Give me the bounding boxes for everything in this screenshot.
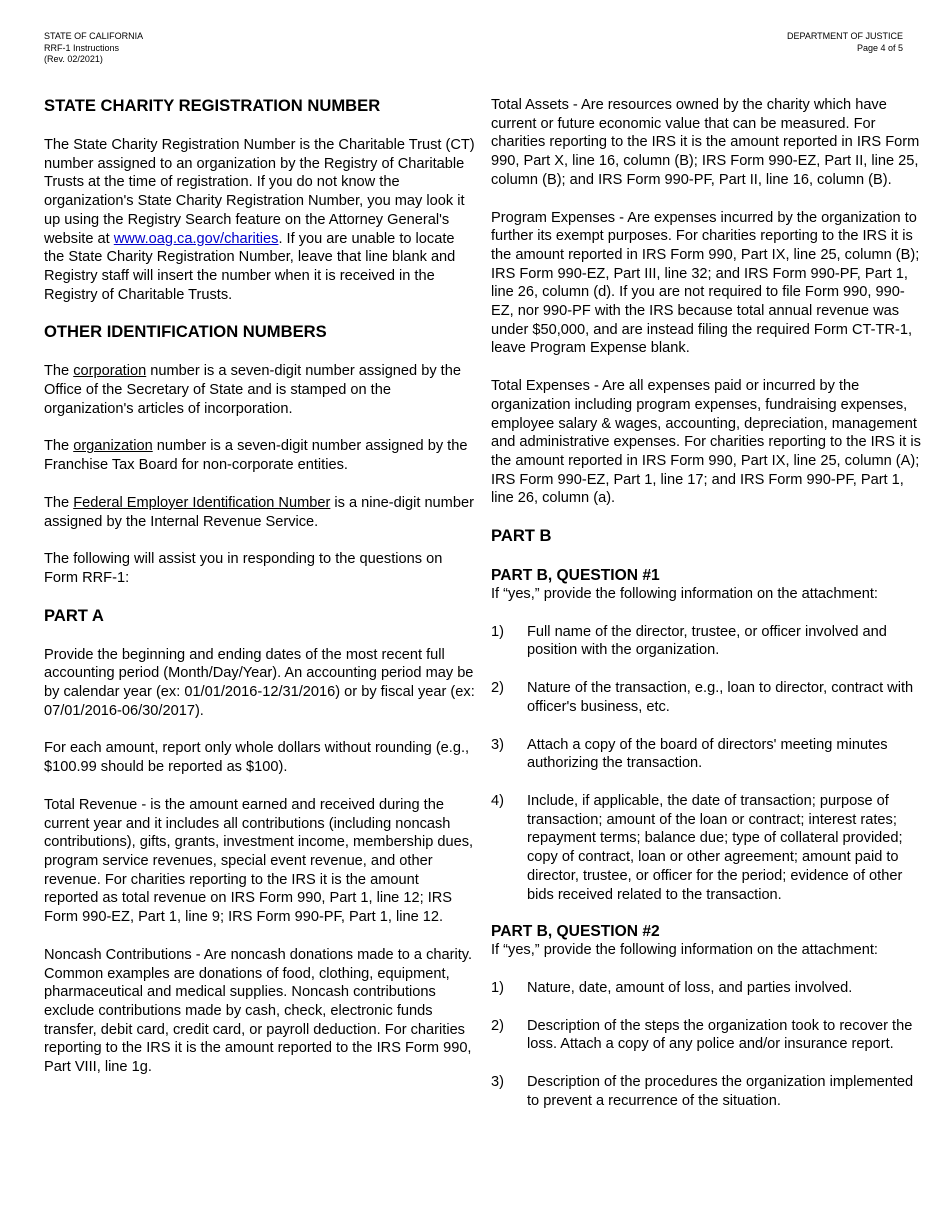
paragraph-total-assets: Total Assets - Are resources owned by the charity which have current or future economic value that can be measured. For charities reporting to the IRS it is the amount reported in IRS Form 990, Part X, line 16, column (B); IRS Form 990-EZ, Part II, line 25, column (B); and IRS Form 990-PF, Part II, line 16, column (B). <box>491 97 920 188</box>
page-header-right <box>787 31 903 54</box>
list-item: 2) Description of the steps the organization took to recover the loss. Attach a copy of any police and/or insurance report. <box>491 1017 913 1053</box>
section-title-part-b: PART B <box>491 526 552 546</box>
paragraph-total-revenue: Total Revenue - is the amount earned and received during the current year and it includes all contributions (including noncash contributions), gifts, grants, investment income, membership dues, program service revenues, special event revenue, and other revenue. For charities reporting to the IRS it is the amount reported as total revenue on IRS Form 990, Part 1, line 12; IRS Form 990-EZ, Part 1, line 9; IRS Form 990-PF, Part 1, line 12. <box>44 796 474 926</box>
oag-charities-link[interactable]: www.oag.ca.gov/charities <box>113 230 279 247</box>
left-column <box>44 96 476 1077</box>
header-revision: (Rev. 02/2021) <box>44 54 103 64</box>
section-title-part-b-q1: PART B, QUESTION #1 <box>491 567 660 585</box>
paragraph-accounting-period: Provide the beginning and ending dates of the most recent full accounting period (Month/Day/Year). An accounting period may be by calendar year (ex: 01/01/2016-12/31/2016) or by fiscal year (ex: 07/01/2016-06/30/2017). <box>44 646 475 719</box>
q1-intro: If “yes,” provide the following information on the attachment: <box>491 586 878 603</box>
header-agency: STATE OF CALIFORNIA <box>44 31 144 41</box>
list-item: 1) Full name of the director, trustee, or officer involved and position with the organization. <box>491 623 887 659</box>
q2-intro: If “yes,” provide the following information on the attachment: <box>491 942 878 959</box>
paragraph-program-expenses: Program Expenses - Are expenses incurred by the organization to further its exempt purposes. For charities reporting to the IRS it is the amount reported in IRS Form 990, Part IX, line 25, column (B); IRS Form 990-EZ, Part III, line 32; and IRS Form 990-PF, Part 1, line 26, column (d). If you are not required to file Form 990, 990-EZ, nor 990-PF with the IRS because total annual revenue was under $50,000, and are instead filing the required Form CT-TR-1, leave Program Expense blank. <box>491 209 920 357</box>
section-title-part-a: PART A <box>44 605 104 625</box>
right-column <box>491 96 923 1110</box>
list-item: 3) Attach a copy of the board of directors' meeting minutes authorizing the transaction. <box>491 736 888 772</box>
section-title-charity-registration: STATE CHARITY REGISTRATION NUMBER <box>44 96 381 115</box>
header-department: DEPARTMENT OF JUSTICE <box>786 31 903 41</box>
list-item: 1) Nature, date, amount of loss, and parties involved. <box>491 979 853 996</box>
paragraph-corporation-number: The corporation number is a seven-digit number assigned by the Office of the Secretary of State and is stamped on the organization's articles of incorporation. <box>44 363 461 417</box>
section-title-part-b-q2: PART B, QUESTION #2 <box>491 923 660 941</box>
paragraph-registration-number: The State Charity Registration Number is the Charitable Trust (CT) number assigned to an organization by the Registry of Charitable Trusts at the time of registration. If you do not know the organization's State Charity Registration Number, you may look it up using the Registry Search feature on the Attorney General's website at www.oag.ca.gov/charities. If you are unable to locate the State Charity Registration Number, leave that line blank and Registry staff will insert the number when it is received in the Registry of Charitable Trusts. <box>44 137 475 303</box>
section-title-other-ids: OTHER IDENTIFICATION NUMBERS <box>44 322 327 342</box>
paragraph-following-assist: The following will assist you in responding to the questions on Form RRF-1: <box>44 551 443 586</box>
paragraph-organization-number: The organization number is a seven-digit number assigned by the Franchise Tax Board for non-corporate entities. <box>44 438 468 474</box>
header-form-name: RRF-1 Instructions <box>44 42 120 53</box>
page-header-left <box>44 31 143 66</box>
list-item: 3) Description of the procedures the organization implemented to prevent a recurrence of the situation. <box>491 1074 914 1109</box>
list-item: 2) Nature of the transaction, e.g., loan to director, contract with officer's business, etc. <box>491 680 914 715</box>
paragraph-noncash-contributions: Noncash Contributions - Are noncash donations made to a charity. Common examples are donations of food, clothing, equipment, pharmaceutical and medical supplies. Noncash contributions exclude contributions made by cash, check, electronic funds transfer, debit card, credit card, or payroll deduction. For charities reporting to the IRS it is the amount reported to the IRS Form 990, Part VIII, line 1g. <box>44 946 473 1076</box>
header-page-number: Page 4 of 5 <box>856 42 903 53</box>
paragraph-whole-dollars: For each amount, report only whole dollars without rounding (e.g., $100.99 should be reported as $100). <box>44 740 470 776</box>
paragraph-total-expenses: Total Expenses - Are all expenses paid or incurred by the organization including program expenses, fundraising expenses, employee salary & wages, accounting, depreciation, management and administrative expenses. For charities reporting to the IRS it is the amount reported in IRS Form 990, Part IX, line 25, column (A); IRS Form 990-EZ, Part 1, line 17; and IRS Form 990-PF, Part 1, line 26, column (a). <box>491 378 921 507</box>
paragraph-fein: The Federal Employer Identification Number is a nine-digit number assigned by the Internal Revenue Service. <box>44 494 474 530</box>
list-item: 4) Include, if applicable, the date of transaction; purpose of transaction; amount of the loan or contract; interest rates; repayment terms; balance due; type of collateral provided; copy of contract, loan or other agreement; amount paid to director, trustee, or officer for the period; evidence of other bids received related to the transaction. <box>491 792 903 903</box>
